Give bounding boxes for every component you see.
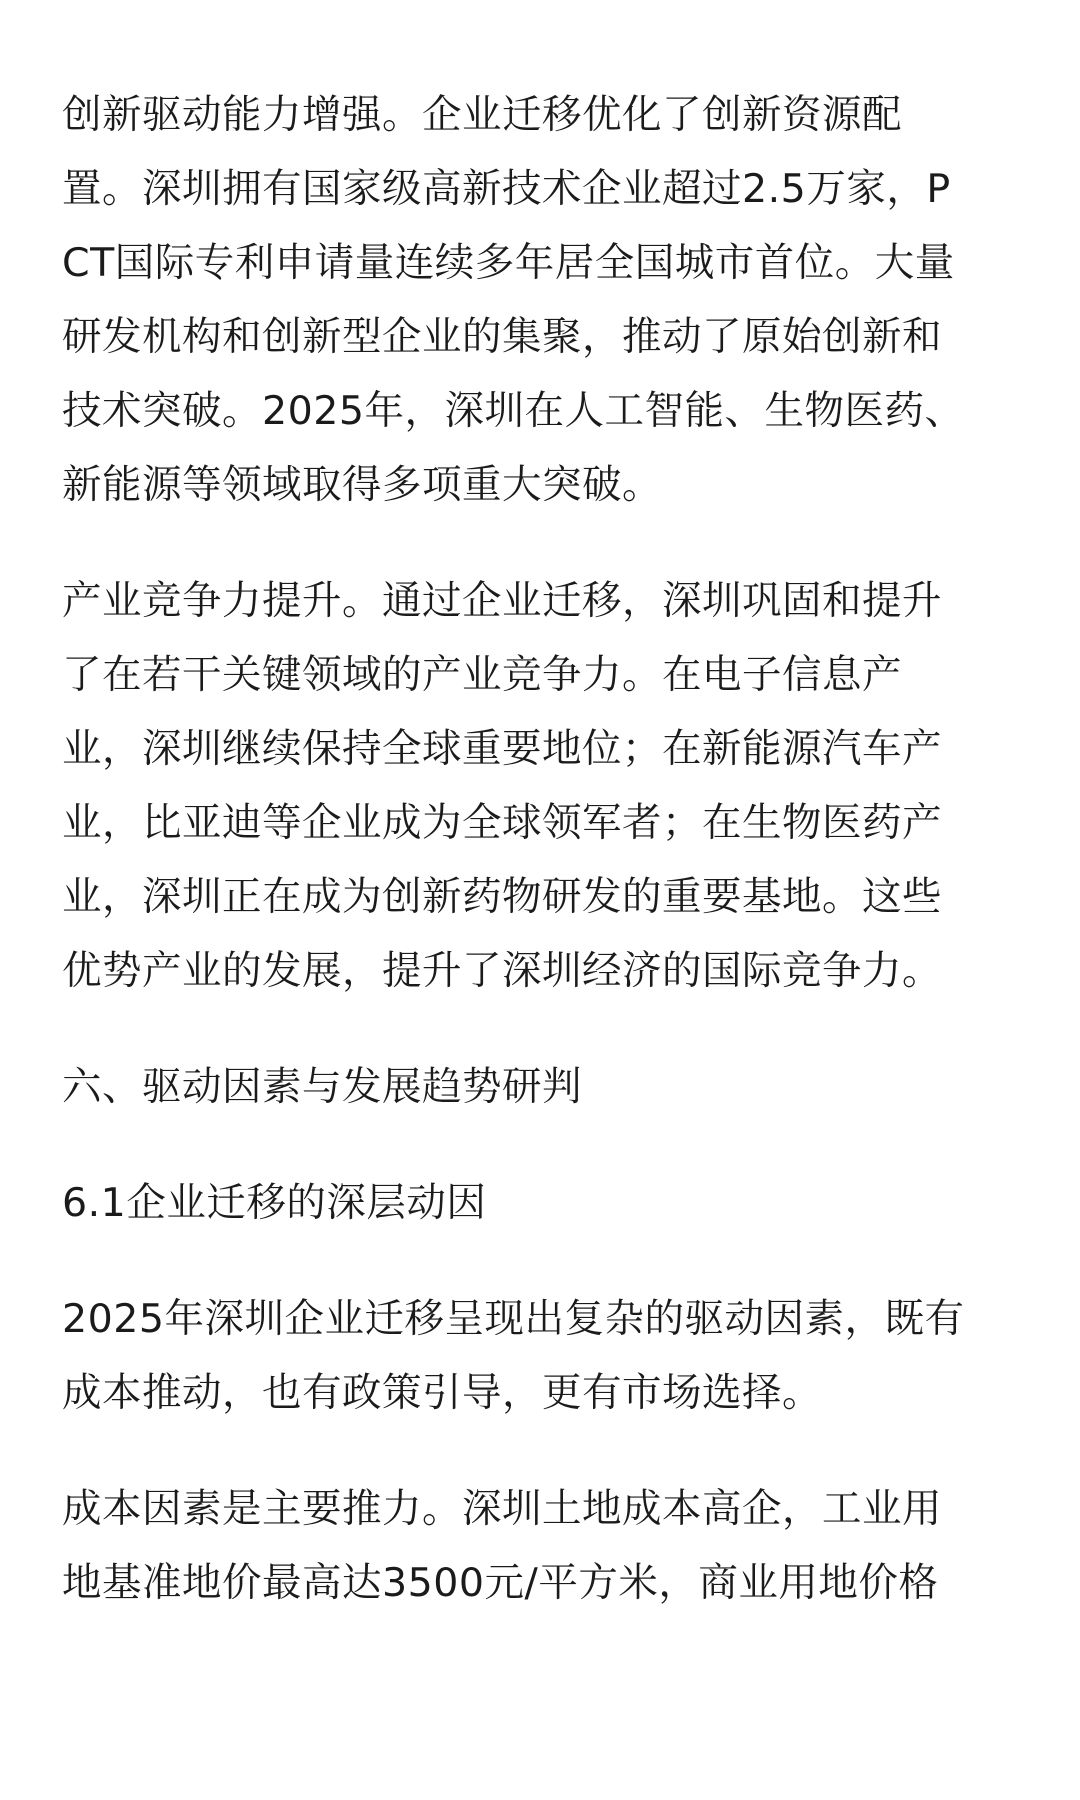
subsection-heading: 6.1企业迁移的深层动因 [62,1180,487,1226]
paragraph-cost-factor: 成本因素是主要推力。深圳土地成本高企，工业用 地基准地价最高达3500元/平方米，商业用地价格 [62,1486,942,1606]
paragraph-industry-competitiveness: 产业竞争力提升。通过企业迁移，深圳巩固和提升 了在若干关键领域的产业竞争力。在电子信息产 业，深圳继续保持全球重要地位；在新能源汽车产 业，比亚迪等企业成为全球领军者；在生物医药产 业，深圳正在成为创新药物研发的重要基地。这些 优势产业的发展，提升了深圳经济的国际竞争力。 [62,578,942,994]
section-heading: 六、驱动因素与发展趋势研判 [62,1064,582,1110]
paragraph-drivers-intro: 2025年深圳企业迁移呈现出复杂的驱动因素，既有 成本推动，也有政策引导，更有市场选择。 [62,1296,965,1416]
paragraph-innovation: 创新驱动能力增强。企业迁移优化了创新资源配 置。深圳拥有国家级高新技术企业超过2.5万家，P CT国际专利申请量连续多年居全国城市首位。大量 研发机构和创新型企业的集聚，推动了原始创新和 技术突破。2025年，深圳在人工智能、生物医药、 新能源等领域取得多项重大突破。 [62,92,965,508]
article-body [62,78,1022,1662]
